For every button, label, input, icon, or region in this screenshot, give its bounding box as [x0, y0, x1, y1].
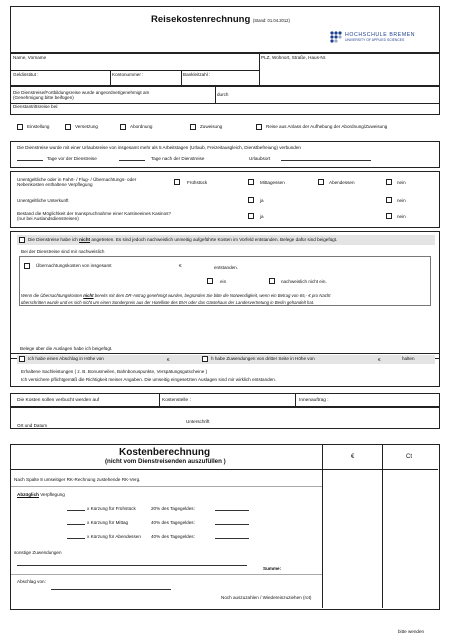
lunch-label: Mittagessen: [260, 180, 285, 185]
third-party-end: halten: [402, 356, 415, 361]
option-versetzung-checkbox[interactable]: [65, 124, 71, 130]
approved-text: Die Dienstreise/Fortbildungsreise wurde angeordnet/genehmigt am: [13, 90, 150, 95]
calculation-box: [10, 444, 440, 610]
lodging-no-checkbox[interactable]: [386, 197, 392, 203]
proof-yes: ein: [220, 279, 227, 284]
trip-options: [10, 121, 440, 133]
proof-yes-checkbox[interactable]: [207, 278, 213, 284]
currency-cents: Ct: [406, 454, 412, 460]
breakfast-percent: 20% des Tagegeldes:: [151, 506, 195, 511]
vacation-place: Urlaubsort: [249, 156, 271, 161]
name-field[interactable]: Name, Vorname: [13, 55, 47, 60]
booking-box: [10, 393, 440, 407]
logo-dots-icon: [329, 30, 343, 44]
compensation-bar: [17, 355, 435, 364]
cost-center-field[interactable]: Kostenstelle :: [162, 398, 191, 403]
account-field[interactable]: Kontonummer :: [112, 72, 144, 77]
lodging-yes-checkbox[interactable]: [248, 197, 254, 203]
lunch-checkbox[interactable]: [248, 179, 254, 185]
lunch-deduction: x Kürzung für Mittag: [87, 520, 129, 525]
third-party-checkbox[interactable]: [202, 356, 208, 362]
approval-box: [10, 86, 440, 115]
lunch-percent: 40% des Tagegeldes:: [151, 520, 195, 525]
overnight-checkbox[interactable]: [24, 263, 30, 269]
lodging-yes: ja: [260, 198, 264, 203]
canteen-yes: ja: [260, 214, 264, 219]
header-box: [10, 6, 440, 53]
logo-text-2: UNIVERSITY OF APPLIED SCIENCES: [345, 38, 405, 42]
dinner-checkbox[interactable]: [318, 179, 324, 185]
bank-field[interactable]: Geldinstitut :: [13, 72, 39, 77]
option-abordnung-checkbox[interactable]: [120, 124, 126, 130]
bankcode-field[interactable]: Bankleitzahl :: [183, 72, 211, 77]
compensation-box: [10, 353, 440, 387]
place-date-field[interactable]: Ort und Datum: [17, 423, 48, 428]
breakfast-checkbox[interactable]: [174, 179, 180, 185]
receipts-attached: Belege über die Auslagen habe ich beigefügt.: [20, 346, 113, 351]
proven-label: Bei der Dienstreise sind mir nachweislich: [21, 249, 105, 254]
not-started-checkbox[interactable]: [19, 237, 25, 243]
calculation-subtitle: (nicht vom Dienstreisenden auszufüllen ): [105, 458, 226, 465]
advance-checkbox[interactable]: [19, 356, 25, 362]
canteen-no: nein: [397, 214, 406, 219]
remaining-label: Noch auszuzahlen / Wiedereinzuziehen (rot): [221, 595, 312, 600]
approved-by[interactable]: durch: [217, 92, 229, 97]
turn-page: bitte wenden: [398, 629, 425, 634]
form-title: Reisekostenrechnung (Stand: 01.04.2012): [151, 14, 290, 25]
calculation-title: Kostenberechnung: [119, 447, 211, 458]
option-zuweisung-checkbox[interactable]: [190, 124, 196, 130]
option-abordnung: Abordnung: [130, 124, 153, 129]
other-benefits: sonstige Zuwendungen: [14, 550, 62, 555]
vacation-text: Die Dienstreise wurde mit einer Urlaubsreise von insgesamt mehr als 5 Arbeitstagen (Urlaub, Freizeitausgleich, Dienstbefreiung) verbunden: [17, 145, 301, 150]
dinner-percent: 40% des Tagegeldes:: [151, 534, 195, 539]
no-meals-label: nein: [397, 180, 406, 185]
canteen-yes-checkbox[interactable]: [248, 213, 254, 219]
currency-euro: €: [351, 454, 355, 460]
canteen-no-checkbox[interactable]: [386, 213, 392, 219]
overnight-label: Übernachtungskosten von insgesamt: [36, 263, 112, 268]
benefits-label: Erhaltene Sachleistungen ( z. B. Bonusmeilen, Bahnbonuspunkte, Verspätungsgutscheine ): [21, 369, 208, 374]
lodging-label: Unentgeltliche Unterkunft: [17, 198, 69, 203]
meals-box: [10, 171, 440, 228]
overnight-note: Wenn die Übernachtungskosten nicht bereits mit dem DR-Antrag genehmigt wurden, begründen Sie bitte die Notwendigkeit, wenn ein Betrag von 65,- € pro Nacht: [21, 293, 331, 298]
canteen-label: Bestand die Möglichkeit der Inanspruchnahme einer Kantineeines Kasinos?: [17, 211, 171, 216]
option-aufhebung: Reise aus Anlass der Aufhebung der Abordnung/Zuweisung: [266, 124, 388, 129]
option-einstellung: Einstellung: [27, 124, 50, 129]
proof-no-checkbox[interactable]: [269, 278, 275, 284]
option-einstellung-checkbox[interactable]: [17, 124, 23, 130]
third-party-euro: €: [378, 357, 381, 362]
not-started-box: [10, 231, 440, 359]
canteen-note: (nur bei Auslandsdienstreisen): [17, 216, 79, 221]
not-started-bar: [17, 235, 435, 245]
advance-label: Ich habe einen Abschlag in Höhe von: [28, 356, 104, 361]
overnight-euro: €: [179, 263, 182, 268]
approved-note: (Genehmigung bitte beifügen): [13, 95, 74, 100]
personal-box: [10, 53, 440, 86]
dinner-deduction: x Kürzung für Abendessen: [87, 534, 141, 539]
advance-deduction: Abschlag von:: [17, 579, 46, 584]
signature-field[interactable]: Unterschrift: [186, 419, 210, 424]
logo-text-1: HOCHSCHULE BREMEN: [345, 32, 416, 38]
meals-included: Unentgeltliche oder in Fahrt- / Flug- / Übernachtungs- oder: [17, 177, 137, 182]
booking-label: Die Kosten sollen verbucht werden auf: [17, 398, 100, 403]
meals-included-2: Nebenkosten enthaltene Verpflegung: [17, 182, 93, 187]
overnight-note-2: überschritten wurde und es sich nicht um einen Sonderpreis aus der Hotelliste des BVA oder das Gästehaus der Landesvertretung in Berlin gehandelt hat.: [21, 300, 315, 305]
signature-box: [10, 407, 440, 429]
option-zuweisung: Zuweisung: [200, 124, 223, 129]
breakfast-label: Frühstück: [187, 180, 208, 185]
sum-label: Summe:: [263, 566, 282, 571]
address-field[interactable]: PLZ, Wohnort, Straße, Haus-Nr.: [261, 55, 327, 60]
vacation-box: [10, 141, 440, 168]
option-aufhebung-checkbox[interactable]: [256, 124, 262, 130]
not-started-text: Die Dienstreise habe ich nicht angetreten. Es sind jedoch nachweislich unmeitig aufgeführte Kosten im Vorfeld entstanden. Belege dafür sind beigefügt.: [28, 237, 338, 242]
advance-euro: €: [167, 357, 170, 362]
overnight-arisen: entstanden.: [214, 265, 239, 270]
lodging-no: nein: [397, 198, 406, 203]
days-after: Tage nach der Dienstreise: [151, 156, 205, 161]
no-meals-checkbox[interactable]: [386, 179, 392, 185]
per-column-label: Nach Spalte 8 umseitiger RK-Rechnung zustehende RK-Verg.: [14, 477, 141, 482]
option-versetzung: Versetzung: [75, 124, 98, 129]
proof-no: nachweislich nicht ein.: [281, 279, 327, 284]
dinner-label: Abendessen: [329, 180, 355, 185]
breakfast-deduction: x Kürzung für Frühstück: [87, 506, 136, 511]
deduction-label: Abzüglich Verpflegung: [17, 492, 65, 497]
third-party-label: h habe Zuwendungen von dritter Seite in Höhe von: [211, 356, 315, 361]
location-label: Dienstantrittsreise bei:: [13, 104, 59, 109]
logo: [329, 27, 437, 51]
days-before: Tage vor der Dienstreise: [47, 156, 97, 161]
internal-order-field[interactable]: Innenauftrag :: [299, 398, 329, 403]
assurance-text: Ich versichere pflichtgemäß die Richtigkeit meiner Angaben. Die umseitig eingesetzten Auslagen sind mir wirklich entstanden.: [21, 377, 277, 382]
